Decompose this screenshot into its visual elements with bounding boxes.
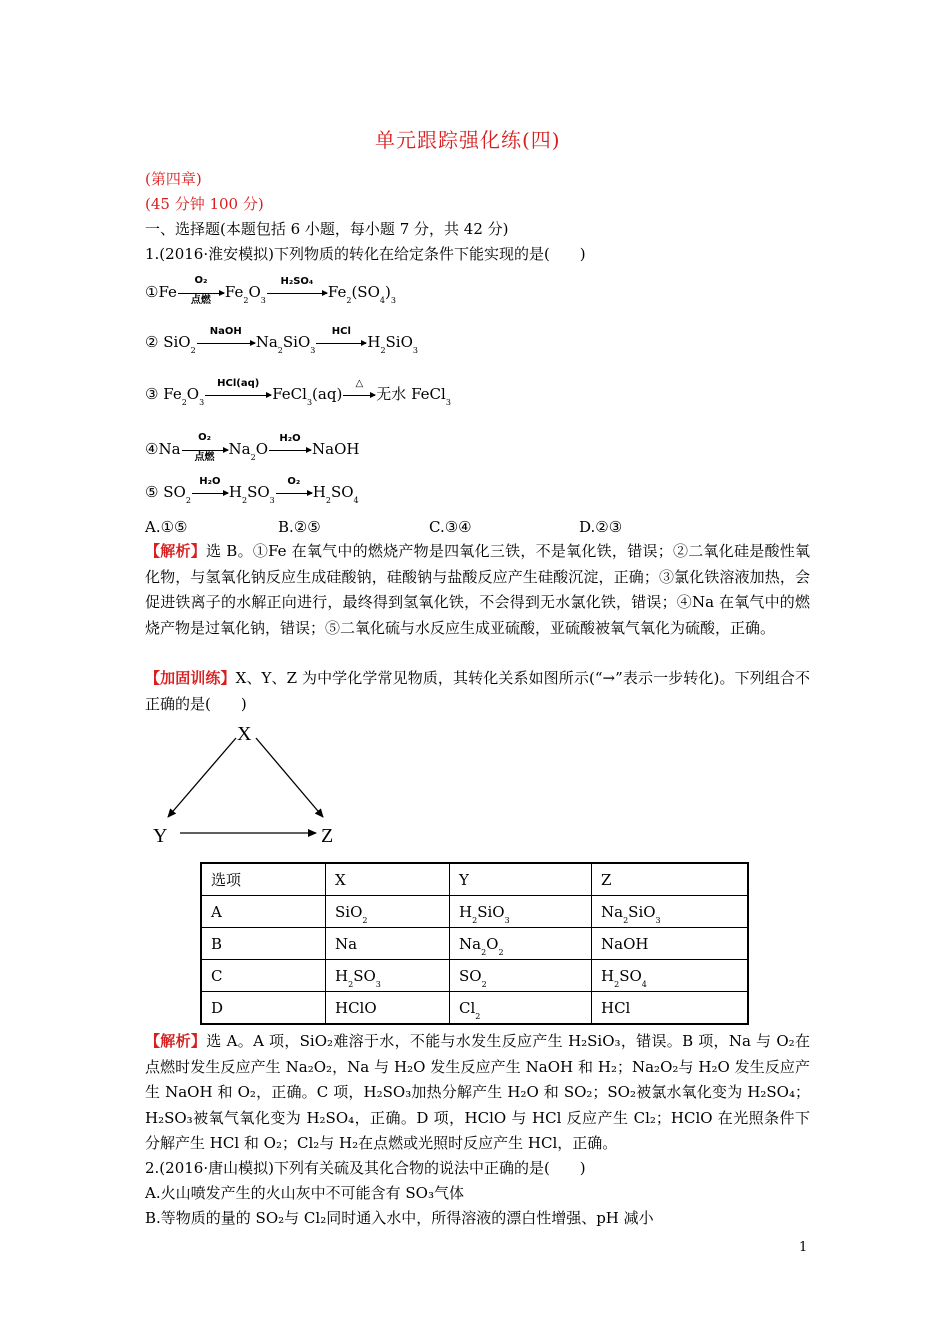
time-score: (45 分钟 100 分) — [145, 195, 264, 213]
xyz-triangle-diagram — [150, 720, 350, 850]
reaction-3: ③ $Fe_2O_3$ HCl(aq) FeCl$_3$(aq) △ 无水 FeCl$_3$ — [145, 377, 451, 407]
table-row — [201, 928, 748, 960]
table-header: Z — [592, 863, 749, 896]
arrow-icon: NaOH — [197, 343, 255, 344]
arrow-x-to-y — [168, 738, 236, 817]
table-header: Y — [450, 863, 592, 896]
analysis-1 — [145, 539, 810, 641]
reaction-1-start: ①Fe — [145, 283, 177, 301]
arrow-icon: H₂SO₄ — [267, 293, 327, 294]
choice-c: C.③④ — [429, 518, 472, 536]
reaction-2: ② SiO$_2$ NaOH $Na_2SiO_3$ HCl $H_2SiO_3$ — [145, 325, 418, 355]
question-2-option-a: A.火山喷发产生的火山灰中不可能含有 SO₃气体 — [145, 1184, 464, 1202]
table-header-row — [201, 863, 748, 896]
table-header: 选项 — [201, 863, 326, 896]
table-cell: $Na_2O_2$ — [450, 928, 592, 960]
table-header: X — [326, 863, 450, 896]
reinforce-text: X、Y、Z 为中学化学常见物质，其转化关系如图所示(“→”表示一步转化)。下列组合不正确的是( ) — [145, 669, 810, 713]
table-cell: $Na_2SiO_3$ — [592, 896, 749, 928]
table-cell: $H_2SiO_3$ — [450, 896, 592, 928]
table-cell: C — [201, 960, 326, 992]
table-cell: Na — [326, 928, 450, 960]
arrow-icon: H₂O — [192, 493, 228, 494]
arrow-icon: H₂O — [269, 450, 311, 451]
table-row — [201, 896, 748, 928]
table-cell: SiO$_2$ — [326, 896, 450, 928]
page-number: 1 — [799, 1240, 808, 1255]
node-x: X — [237, 723, 252, 745]
analysis-2 — [145, 1029, 810, 1157]
reinforce-block — [145, 666, 810, 717]
question-2-stem: 2.(2016·唐山模拟)下列有关硫及其化合物的说法中正确的是( ) — [145, 1159, 586, 1177]
table-cell: B — [201, 928, 326, 960]
choice-a: A.①⑤ — [145, 518, 188, 536]
arrow-x-to-z — [256, 738, 323, 817]
table-cell: D — [201, 992, 326, 1025]
table-cell: $SO_2$ — [450, 960, 592, 992]
table-row — [201, 960, 748, 992]
node-z: Z — [321, 825, 334, 847]
options-table — [200, 862, 749, 1025]
section-heading: 一、选择题(本题包括 6 小题，每小题 7 分，共 42 分) — [145, 220, 509, 238]
chapter-label: (第四章) — [145, 170, 202, 188]
reinforce-tag: 【加固训练】 — [145, 669, 236, 687]
table-cell: $H_2SO_4$ — [592, 960, 749, 992]
analysis-2-text: 选 A。A 项，SiO₂难溶于水，不能与水发生反应产生 H₂SiO₃，错误。B 项，Na 与 O₂在点燃时发生反应产生 Na₂O₂，Na 与 H₂O 发生反应产生 NaOH 和 H₂；Na₂O₂与 H₂O 发生反应产生 NaOH 和 O₂，正确。C 项，H₂SO₃加热分解产生 H₂O 和 SO₂；SO₂被氯水氧化变为 H₂SO₄；H₂SO₃被氧气氧化变为 H₂SO₄，正确。D 项，HClO 与 HCl 反应产生 Cl₂；HClO 在光照条件下分解产生 HCl 和 O₂；Cl₂与 H₂在点燃或光照时反应产生 HCl，正确。 — [145, 1032, 810, 1152]
table-cell: NaOH — [592, 928, 749, 960]
arrow-icon: O₂ — [276, 493, 312, 494]
reaction-1: ①Fe O₂ 点燃 $Fe_2O_3$ H₂SO₄ $Fe_2(SO_4)_3$ — [145, 274, 396, 306]
choice-b: B.②⑤ — [278, 518, 321, 536]
table-row — [201, 992, 748, 1025]
question-2-option-b: B.等物质的量的 SO₂与 Cl₂同时通入水中，所得溶液的漂白性增强、pH 减小 — [145, 1209, 654, 1227]
node-y: Y — [153, 825, 168, 847]
question-1-stem: 1.(2016·淮安模拟)下列物质的转化在给定条件下能实现的是( ) — [145, 245, 586, 263]
arrow-icon: HCl(aq) — [205, 395, 271, 396]
choice-d: D.②③ — [579, 518, 623, 536]
analysis-1-text: 选 B。①Fe 在氧气中的燃烧产物是四氧化三铁，不是氧化铁，错误；②二氧化硅是酸性氧化物，与氢氧化钠反应生成硅酸钠，硅酸钠与盐酸反应产生硅酸沉淀，正确；③氯化铁溶液加热，会促进铁离子的水解正向进行，最终得到氢氧化铁，不会得到无水氯化铁，错误；④Na 在氧气中的燃烧产物是过氧化钠，错误；⑤二氧化硫与水反应生成亚硫酸，亚硫酸被氧气氧化为硫酸，正确。 — [145, 542, 810, 637]
table-cell: HCl — [592, 992, 749, 1025]
arrow-icon: O₂ 点燃 — [182, 450, 228, 451]
arrow-icon: △ — [343, 395, 375, 396]
table-cell: $H_2SO_3$ — [326, 960, 450, 992]
table-cell: HClO — [326, 992, 450, 1025]
analysis-tag: 【解析】 — [145, 542, 207, 560]
page-title: 单元跟踪强化练(四) — [375, 128, 561, 152]
reaction-4: ④Na O₂ 点燃 $Na_2O$ H₂O NaOH — [145, 431, 360, 463]
reaction-5: ⑤ $SO_2$ H₂O $H_2SO_3$ O₂ $H_2SO_4$ — [145, 475, 359, 505]
analysis-tag: 【解析】 — [145, 1032, 207, 1050]
table-cell: $Cl_2$ — [450, 992, 592, 1025]
arrow-icon: O₂ 点燃 — [178, 293, 224, 294]
table-cell: A — [201, 896, 326, 928]
arrow-icon: HCl — [316, 343, 366, 344]
